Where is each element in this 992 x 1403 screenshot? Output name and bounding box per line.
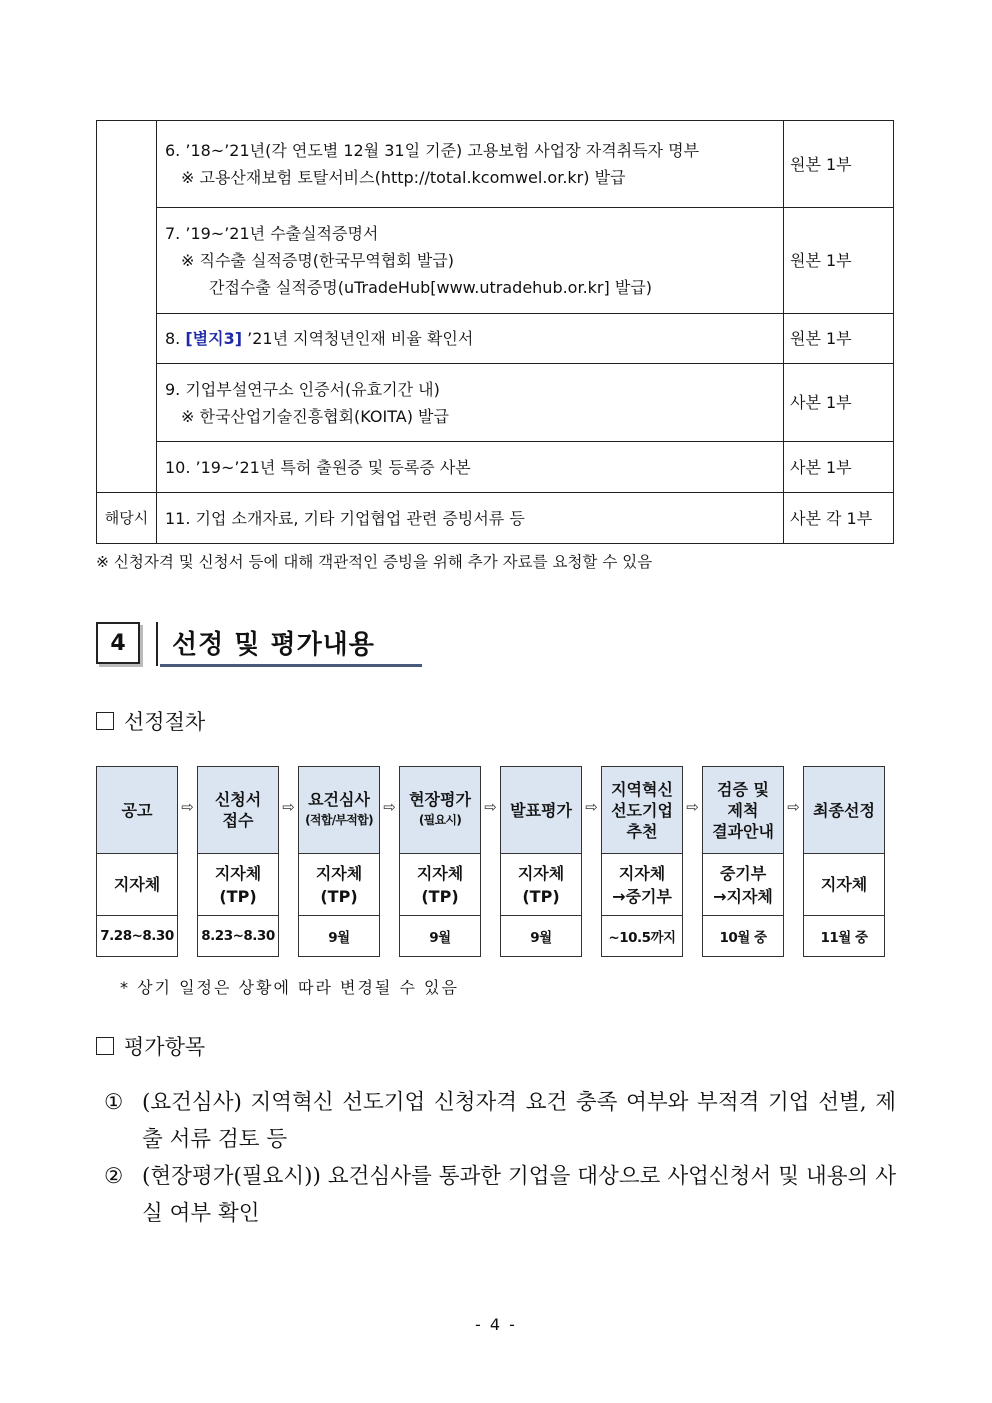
table-row [97,314,894,364]
document-cell [157,364,784,442]
step-title: 공고 [96,766,178,853]
document-number: 8. [165,329,181,348]
document-note: ※ 직수출 실적증명(한국무역협회 발급) [181,251,454,270]
process-step [803,766,885,957]
process-step [197,766,279,957]
process-step [96,766,178,957]
document-line: 9. 기업부설연구소 인증서(유효기간 내) [165,379,440,399]
category-cell [97,121,157,493]
evaluation-item [104,1158,896,1232]
required-documents-table [96,120,894,544]
evaluation-heading-label: 평가항목 [124,1035,206,1059]
document-line: 11. 기업 소개자료, 기타 기업협업 관련 증빙서류 등 [165,508,525,528]
quantity-cell: 사본 1부 [784,442,894,493]
step-schedule: 8.23~8.30 [197,915,279,957]
document-cell [157,208,784,314]
right-arrow-icon: ⇨ [787,798,800,816]
process-step [298,766,380,957]
quantity-cell: 원본 1부 [784,314,894,364]
item-number: ② [104,1164,124,1189]
right-arrow-icon: ⇨ [282,798,295,816]
table-row [97,208,894,314]
document-line: 10. ’19~’21년 특허 출원증 및 등록증 사본 [165,457,471,477]
process-step [500,766,582,957]
step-owner: 지자체 [803,853,885,915]
section-title: 선정 및 평가내용 [172,630,375,660]
checkbox-square-icon [96,1037,114,1055]
document-cell [157,442,784,493]
quantity-cell: 원본 1부 [784,208,894,314]
quantity-cell: 원본 1부 [784,121,894,208]
document-line: 7. ’19~’21년 수출실적증명서 [165,224,379,243]
section-number: 4 [96,622,140,664]
document-note: 간접수출 실적증명(uTradeHub[www.utradehub.or.kr] 발급) [209,278,652,297]
table-row [97,493,894,544]
document-line: 6. ’18~’21년(각 연도별 12월 31일 기준) 고용보험 사업장 자격취득자 명부 [165,141,700,160]
checkbox-square-icon [96,712,114,730]
document-note: ※ 고용산재보험 토탈서비스(http://total.kcomwel.or.kr) 발급 [181,168,626,187]
page-number: - 4 - [475,1315,517,1334]
step-owner: 중기부 →지자체 [702,853,784,915]
step-owner: 지자체 (TP) [298,853,380,915]
form-tag: [별지3] [185,329,243,348]
right-arrow-icon: ⇨ [484,798,497,816]
step-owner: 지자체 →중기부 [601,853,683,915]
schedule-note: * 상기 일정은 상황에 따라 변경될 수 있음 [120,978,459,997]
process-step [702,766,784,957]
step-title: 최종선정 [803,766,885,853]
item-text: (요건심사) 지역혁신 선도기업 신청자격 요건 충족 여부와 부적격 기업 선별, 제출 서류 검토 등 [142,1090,896,1152]
table-row [97,364,894,442]
step-owner: 지자체 [96,853,178,915]
evaluation-item [104,1084,896,1158]
table-row [97,121,894,208]
step-owner: 지자체 (TP) [500,853,582,915]
right-arrow-icon: ⇨ [686,798,699,816]
document-note: ※ 한국산업기술진흥협회(KOITA) 발급 [181,406,449,426]
section-underline [160,664,422,667]
step-schedule: 11월 중 [803,915,885,957]
step-title: 검증 및 제척 결과안내 [702,766,784,853]
right-arrow-icon: ⇨ [585,798,598,816]
procedure-heading [96,706,205,736]
document-cell [157,314,784,364]
document-line: ’21년 지역청년인재 비율 확인서 [247,329,474,348]
step-schedule: 7.28~8.30 [96,915,178,957]
right-arrow-icon: ⇨ [383,798,396,816]
category-cell: 해당시 [97,493,157,544]
step-title: 현장평가 (필요시) [399,766,481,853]
item-number: ① [104,1090,124,1115]
step-title: 신청서 접수 [197,766,279,853]
evaluation-heading [96,1031,205,1061]
step-schedule: 9월 [399,915,481,957]
step-schedule: 9월 [298,915,380,957]
step-owner: 지자체 (TP) [197,853,279,915]
section-divider [156,622,158,666]
process-step [399,766,481,957]
procedure-heading-label: 선정절차 [124,710,206,734]
document-cell [157,493,784,544]
document-cell [157,121,784,208]
step-schedule: ~10.5까지 [601,915,683,957]
step-schedule: 9월 [500,915,582,957]
step-title: 지역혁신 선도기업 추천 [601,766,683,853]
step-title: 요건심사 (적합/부적합) [298,766,380,853]
table-note: ※ 신청자격 및 신청서 등에 대해 객관적인 증빙을 위해 추가 자료를 요청할 수 있음 [96,553,653,571]
process-step [601,766,683,957]
step-schedule: 10월 중 [702,915,784,957]
right-arrow-icon: ⇨ [181,798,194,816]
table-row [97,442,894,493]
quantity-cell: 사본 1부 [784,364,894,442]
step-title: 발표평가 [500,766,582,853]
quantity-cell: 사본 각 1부 [784,493,894,544]
step-owner: 지자체 (TP) [399,853,481,915]
item-text: (현장평가(필요시)) 요건심사를 통과한 기업을 대상으로 사업신청서 및 내용의 사실 여부 확인 [142,1164,896,1226]
